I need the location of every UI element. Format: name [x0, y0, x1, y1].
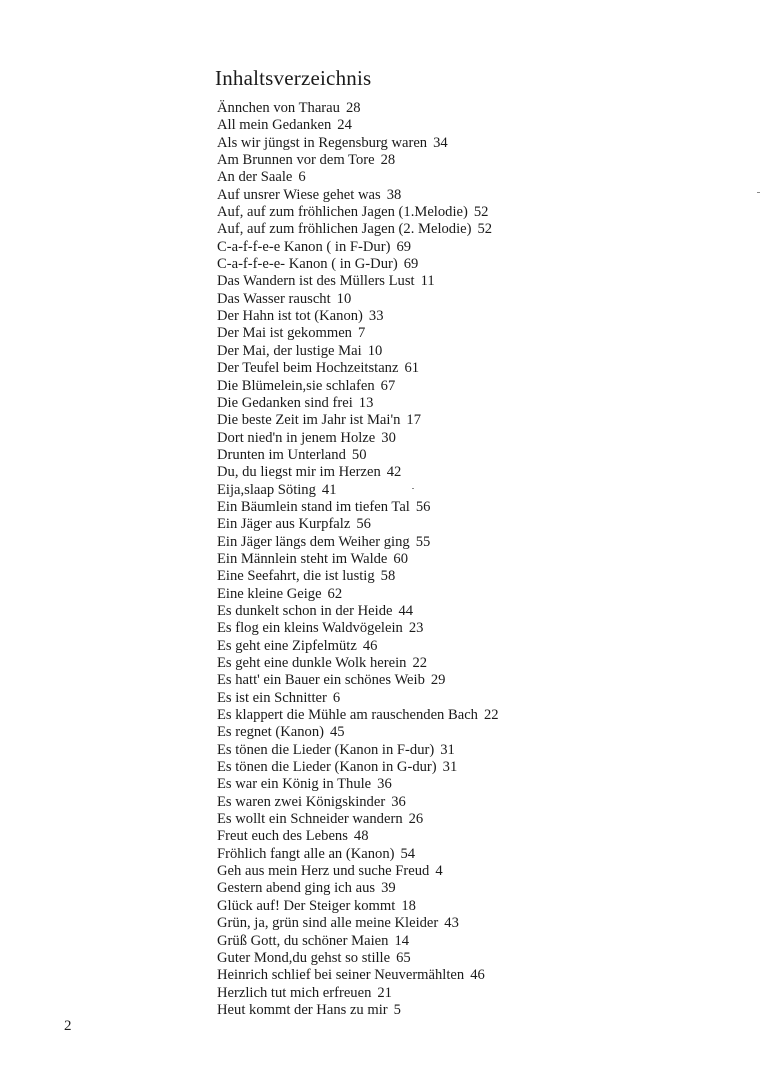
toc-entry-title: Es ist ein Schnitter	[217, 689, 327, 706]
toc-entry-page: 4	[435, 863, 443, 880]
toc-entry-page: 22	[483, 707, 499, 724]
toc-entry	[217, 690, 499, 707]
toc-entry-title: Es flog ein kleins Waldvögelein	[217, 620, 403, 637]
toc-entry-title: C-a-f-f-e-e Kanon ( in F-Dur)	[217, 238, 391, 255]
toc-entry	[217, 430, 499, 447]
table-of-contents	[217, 100, 499, 1019]
toc-entry	[217, 933, 499, 950]
toc-entry-title: Heut kommt der Hans zu mir	[217, 1001, 388, 1018]
toc-entry-title: Die Blümelein,sie schlafen	[217, 377, 375, 394]
toc-entry	[217, 551, 499, 568]
toc-entry	[217, 100, 499, 117]
toc-entry-title: Es klappert die Mühle am rauschenden Bach	[217, 707, 478, 724]
toc-entry-page: 30	[381, 429, 396, 446]
toc-entry	[217, 967, 499, 984]
toc-entry	[217, 672, 499, 689]
toc-entry-title: Grüß Gott, du schöner Maien	[217, 932, 389, 949]
toc-entry-page: 60	[393, 550, 409, 567]
toc-entry-title: Ein Bäumlein stand im tiefen Tal	[217, 498, 410, 515]
toc-entry-title: Ännchen von Tharau	[217, 100, 340, 116]
toc-entry-page: 58	[380, 568, 396, 585]
toc-entry-page: 46	[362, 637, 378, 654]
toc-entry	[217, 482, 499, 499]
toc-entry-title: Die Gedanken sind frei	[217, 394, 353, 411]
toc-entry-page: 52	[473, 204, 489, 221]
toc-entry-title: Es waren zwei Königskinder	[217, 793, 386, 810]
toc-entry	[217, 239, 499, 256]
toc-entry-title: Es dunkelt schon in der Heide	[217, 602, 393, 619]
toc-entry	[217, 447, 499, 464]
toc-entry-title: Der Teufel beim Hochzeitstanz	[217, 360, 399, 377]
toc-entry	[217, 395, 499, 412]
toc-entry-title: Der Mai ist gekommen	[217, 325, 352, 342]
toc-entry-page: 26	[408, 811, 424, 828]
toc-entry	[217, 620, 499, 637]
toc-entry-page: 5	[393, 1001, 401, 1018]
toc-entry-page: 21	[377, 984, 392, 1001]
toc-entry	[217, 568, 499, 585]
toc-entry-page: 56	[356, 516, 371, 533]
toc-entry-page: 34	[433, 134, 448, 151]
toc-entry-page: 45	[329, 724, 345, 741]
toc-entry	[217, 204, 499, 221]
toc-entry-title: Es tönen die Lieder (Kanon in F-dur)	[217, 741, 435, 758]
toc-entry-title: Es hatt' ein Bauer ein schönes Weib	[217, 672, 425, 689]
toc-entry-page: 46	[470, 967, 485, 984]
page-title: Inhaltsverzeichnis	[215, 66, 372, 90]
page-number: 2	[64, 1018, 72, 1034]
toc-entry-page: 43	[444, 915, 459, 932]
toc-entry-title: Eija,slaap Söting	[217, 481, 316, 498]
toc-entry-title: Ein Jäger aus Kurpfalz	[217, 516, 351, 533]
toc-entry-title: Geh aus mein Herz und suche Freud	[217, 863, 430, 880]
toc-entry	[217, 880, 499, 897]
toc-entry-title: Glück auf! Der Steiger kommt	[217, 897, 396, 914]
toc-entry-page: 67	[380, 377, 396, 394]
toc-entry	[217, 187, 499, 204]
toc-entry-title: Es geht eine dunkle Wolk herein	[217, 655, 407, 671]
toc-entry	[217, 603, 499, 620]
toc-entry-page: 69	[396, 238, 412, 255]
toc-entry-page: 69	[403, 256, 419, 273]
toc-entry-page: 29	[430, 672, 446, 689]
toc-entry-page: 6	[298, 169, 306, 186]
toc-entry-title: Das Wandern ist des Müllers Lust	[217, 273, 415, 290]
toc-entry	[217, 638, 499, 655]
toc-entry-page: 62	[327, 585, 343, 602]
toc-entry	[217, 828, 499, 845]
toc-entry-page: 31	[442, 759, 458, 776]
toc-entry	[217, 412, 499, 429]
toc-entry-title: Es war ein König in Thule	[217, 776, 372, 793]
toc-entry	[217, 273, 499, 290]
toc-entry-title: Dort nied'n in jenem Holze	[217, 429, 376, 446]
toc-entry-title: Auf unsrer Wiese gehet was	[217, 186, 381, 203]
toc-entry	[217, 152, 499, 169]
toc-entry	[217, 742, 499, 759]
toc-entry-title: C-a-f-f-e-e- Kanon ( in G-Dur)	[217, 256, 398, 273]
toc-entry-title: Auf, auf zum fröhlichen Jagen (1.Melodie)	[217, 204, 468, 221]
toc-entry	[217, 169, 499, 186]
toc-entry-page: 36	[377, 776, 392, 793]
toc-entry	[217, 794, 499, 811]
toc-entry-page: 28	[380, 152, 396, 169]
toc-entry-page: 10	[336, 290, 352, 307]
toc-entry	[217, 707, 499, 724]
toc-entry-title: Es wollt ein Schneider wandern	[217, 811, 403, 828]
toc-entry-title: Ein Männlein steht im Walde	[217, 550, 388, 567]
toc-entry-page: 18	[401, 897, 416, 914]
toc-entry	[217, 378, 499, 395]
toc-entry-title: Der Mai, der lustige Mai	[217, 342, 362, 359]
toc-entry-page: 38	[386, 186, 402, 203]
toc-entry	[217, 586, 499, 603]
toc-entry-page: 56	[415, 498, 431, 515]
toc-entry-page: 11	[420, 273, 435, 290]
toc-entry	[217, 221, 499, 238]
toc-entry-title: Drunten im Unterland	[217, 446, 346, 463]
toc-entry-page: 44	[398, 602, 414, 619]
toc-entry-title: Herzlich tut mich erfreuen	[217, 984, 372, 1001]
toc-entry	[217, 291, 499, 308]
toc-entry-page: 22	[412, 655, 428, 671]
toc-entry-title: Ein Jäger längs dem Weiher ging	[217, 533, 410, 550]
toc-entry-page: 61	[404, 360, 420, 377]
toc-entry	[217, 464, 499, 481]
toc-entry-title: An der Saale	[217, 169, 293, 186]
toc-entry-page: 6	[332, 689, 341, 706]
toc-entry-title: Als wir jüngst in Regensburg waren	[217, 134, 428, 151]
toc-entry-title: Eine Seefahrt, die ist lustig	[217, 568, 375, 585]
toc-entry-title: Auf, auf zum fröhlichen Jagen (2. Melodie)	[217, 221, 472, 238]
toc-entry-page: 17	[406, 412, 421, 429]
toc-entry	[217, 325, 499, 342]
toc-entry-page: 28	[345, 100, 361, 116]
toc-entry	[217, 898, 499, 915]
toc-entry-page: 54	[400, 845, 416, 862]
toc-entry-page: 10	[367, 342, 383, 359]
toc-entry-page: 23	[408, 620, 424, 637]
toc-entry-page: 55	[415, 533, 431, 550]
toc-entry	[217, 985, 499, 1002]
toc-entry-title: Guter Mond,du gehst so stille	[217, 949, 391, 966]
toc-entry-page: 14	[394, 932, 410, 949]
toc-entry	[217, 360, 499, 377]
toc-entry	[217, 863, 499, 880]
toc-entry	[217, 308, 499, 325]
toc-entry-page: 42	[386, 464, 402, 481]
toc-entry-title: Die beste Zeit im Jahr ist Mai'n	[217, 412, 401, 429]
toc-entry-page: 52	[477, 221, 493, 238]
toc-entry-page: 50	[351, 446, 367, 463]
toc-entry-page: 65	[396, 949, 411, 966]
toc-entry-page: 39	[381, 880, 396, 897]
toc-entry	[217, 135, 499, 152]
toc-entry-page: 13	[358, 394, 374, 411]
toc-entry-page: 24	[337, 117, 352, 134]
scan-speck	[412, 488, 414, 489]
toc-entry	[217, 655, 499, 672]
toc-entry	[217, 915, 499, 932]
toc-entry	[217, 759, 499, 776]
toc-entry-title: Fröhlich fangt alle an (Kanon)	[217, 845, 395, 862]
toc-entry-title: Heinrich schlief bei seiner Neuvermählten	[217, 967, 465, 984]
toc-entry	[217, 343, 499, 360]
toc-entry-title: All mein Gedanken	[217, 117, 332, 134]
toc-entry-title: Es regnet (Kanon)	[217, 724, 324, 741]
toc-entry-title: Es tönen die Lieder (Kanon in G-dur)	[217, 759, 437, 776]
toc-entry	[217, 846, 499, 863]
toc-entry	[217, 811, 499, 828]
toc-entry-title: Du, du liegst mir im Herzen	[217, 464, 381, 481]
toc-entry	[217, 950, 499, 967]
toc-entry	[217, 117, 499, 134]
toc-entry-title: Das Wasser rauscht	[217, 290, 331, 307]
toc-entry	[217, 1002, 499, 1019]
toc-entry-title: Eine kleine Geige	[217, 585, 322, 602]
toc-entry-page: 7	[357, 325, 366, 342]
toc-entry-page: 48	[353, 828, 369, 845]
toc-entry-title: Gestern abend ging ich aus	[217, 880, 376, 897]
toc-entry-page: 36	[391, 793, 406, 810]
toc-entry	[217, 724, 499, 741]
toc-entry-title: Grün, ja, grün sind alle meine Kleider	[217, 915, 439, 932]
toc-entry	[217, 776, 499, 793]
toc-entry-page: 41	[321, 481, 337, 498]
toc-entry	[217, 499, 499, 516]
toc-entry-title: Am Brunnen vor dem Tore	[217, 152, 375, 169]
toc-entry-title: Freut euch des Lebens	[217, 828, 348, 845]
toc-entry	[217, 534, 499, 551]
toc-entry	[217, 256, 499, 273]
toc-entry-title: Es geht eine Zipfelmütz	[217, 637, 357, 654]
toc-entry-page: 31	[440, 741, 455, 758]
toc-entry	[217, 516, 499, 533]
toc-entry-page: 33	[368, 308, 384, 325]
toc-entry-title: Der Hahn ist tot (Kanon)	[217, 308, 363, 325]
scan-speck	[757, 192, 760, 193]
